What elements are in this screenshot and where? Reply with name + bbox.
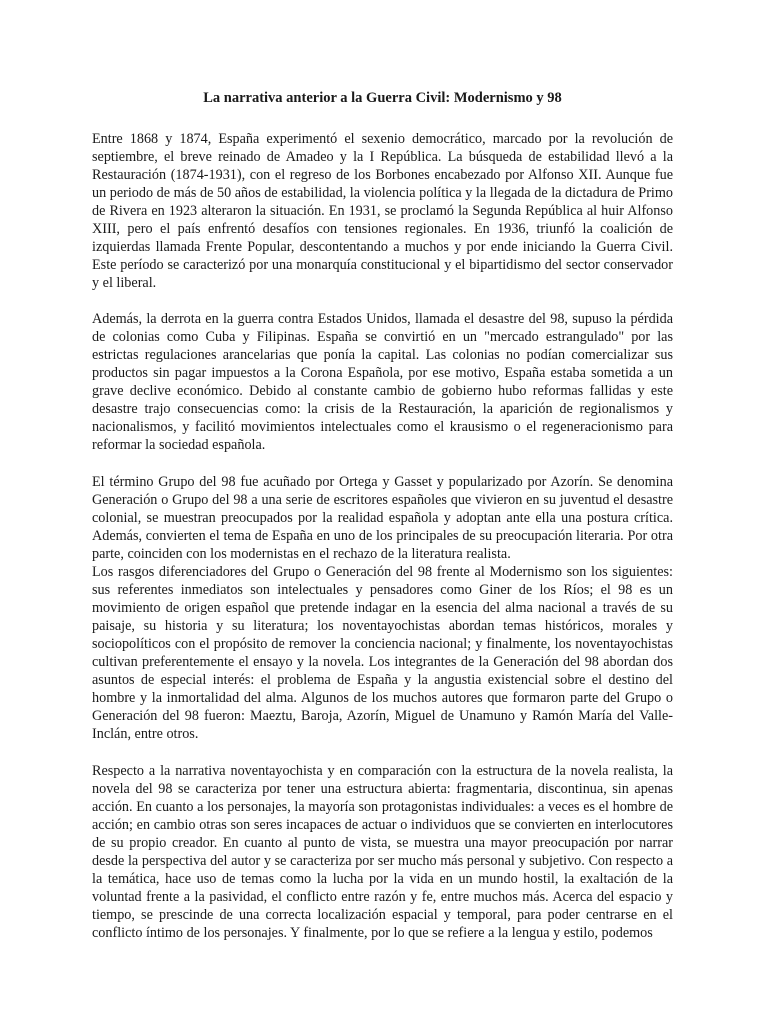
paragraph-spacer bbox=[92, 454, 673, 473]
paragraph-spacer bbox=[92, 743, 673, 762]
paragraph-narrativa-noventayochista: Respecto a la narrativa noventayochista y en comparación con la estructura de la novela realista, la novela del 98 se caracteriza por tener una estructura abierta: fragmentaria, discontinua, sin apenas acción. En cuanto a los personajes, la mayoría son protagonistas individuales: a veces es el hombre de acción; en cambio otras son seres incapaces de actuar o individuos que se convierten en interlocutores de su propio creador. En cuanto al punto de vista, se muestra una mayor preocupación por narrar desde la perspectiva del autor y se caracteriza por ser mucho más personal y subjetivo. Con respecto a la temática, hace uso de temas como la lucha por la vida en un mundo hostil, la exaltación de la voluntad frente a la pasividad, el conflicto entre razón y fe, entre muchos más. Acerca del espacio y tiempo, se prescinde de una correcta localización espacial y temporal, para poder centrarse en el conflicto íntimo de los personajes. Y finalmente, por lo que se refiere a la lengua y estilo, podemos bbox=[92, 763, 673, 941]
document-title: La narrativa anterior a la Guerra Civil: Modernismo y 98 bbox=[203, 90, 562, 106]
paragraph-grupo-98-definition: El término Grupo del 98 fue acuñado por Ortega y Gasset y popularizado por Azorín. Se denomina Generación o Grupo del 98 a una serie de escritores españoles que vivieron en su juventud el desastre colonial, se muestran preocupados por la realidad española y adoptan ante ella una postura crítica. Además, convierten el tema de España en uno de los principales de su preocupación literaria. Por otra parte, coinciden con los modernistas en el rechazo de la literatura realista. bbox=[92, 474, 673, 562]
document-page bbox=[92, 88, 673, 942]
paragraph-historical-context: Entre 1868 y 1874, España experimentó el sexenio democrático, marcado por la revolución de septiembre, el breve reinado de Amadeo y la I República. La búsqueda de estabilidad llevó a la Restauración (1874-1931), con el regreso de los Borbones encabezado por Alfonso XII. Aunque fue un periodo de más de 50 años de estabilidad, la violencia política y la llegada de la dictadura de Primo de Rivera en 1923 alteraron la situación. En 1931, se proclamó la Segunda República al huir Alfonso XIII, pero el país enfrentó desafíos con tensiones regionales. En 1936, triunfó la coalición de izquierdas llamada Frente Popular, descontentando a muchos y por ende iniciando la Guerra Civil. Este período se caracterizó por una monarquía constitucional y el bipartidismo del sector conservador y el liberal. bbox=[92, 131, 673, 291]
paragraph-desastre-98: Además, la derrota en la guerra contra Estados Unidos, llamada el desastre del 98, supuso la pérdida de colonias como Cuba y Filipinas. España se convirtió en un "mercado estrangulado" por las estrictas regulaciones arancelarias que ponía la capital. Las colonias no podían comercializar sus productos sin pagar impuestos a la Corona Española, por ese motivo, España estaba sometida a un grave declive económico. Debido al constante cambio de gobierno hubo reformas fallidas y este desastre trajo consecuencias como: la crisis de la Restauración, la aparición de regionalismos y nacionalismos, y facilitó movimientos intelectuales como el krausismo o el regeneracionismo para reformar la sociedad española. bbox=[92, 311, 673, 453]
paragraph-grupo-98-rasgos: Los rasgos diferenciadores del Grupo o Generación del 98 frente al Modernismo son los siguientes: sus referentes inmediatos son intelectuales y pensadores como Giner de los Ríos; el 98 es un movimiento de origen español que pretende indagar en la esencia del alma nacional a través de su paisaje, su historia y su literatura; los noventayochistas abordan temas históricos, morales y sociopolíticos con el propósito de remover la conciencia nacional; y finalmente, los noventayochistas cultivan preferentemente el ensayo y la novela. Los integrantes de la Generación del 98 abordan dos asuntos de especial interés: el problema de España y la angustia existencial sobre el destino del hombre y la inmortalidad del alma. Algunos de los muchos autores que formaron parte del Grupo o Generación del 98 fueron: Maeztu, Baroja, Azorín, Miguel de Unamuno y Ramón María del Valle-Inclán, entre otros. bbox=[92, 564, 673, 742]
paragraph-spacer bbox=[92, 292, 673, 310]
